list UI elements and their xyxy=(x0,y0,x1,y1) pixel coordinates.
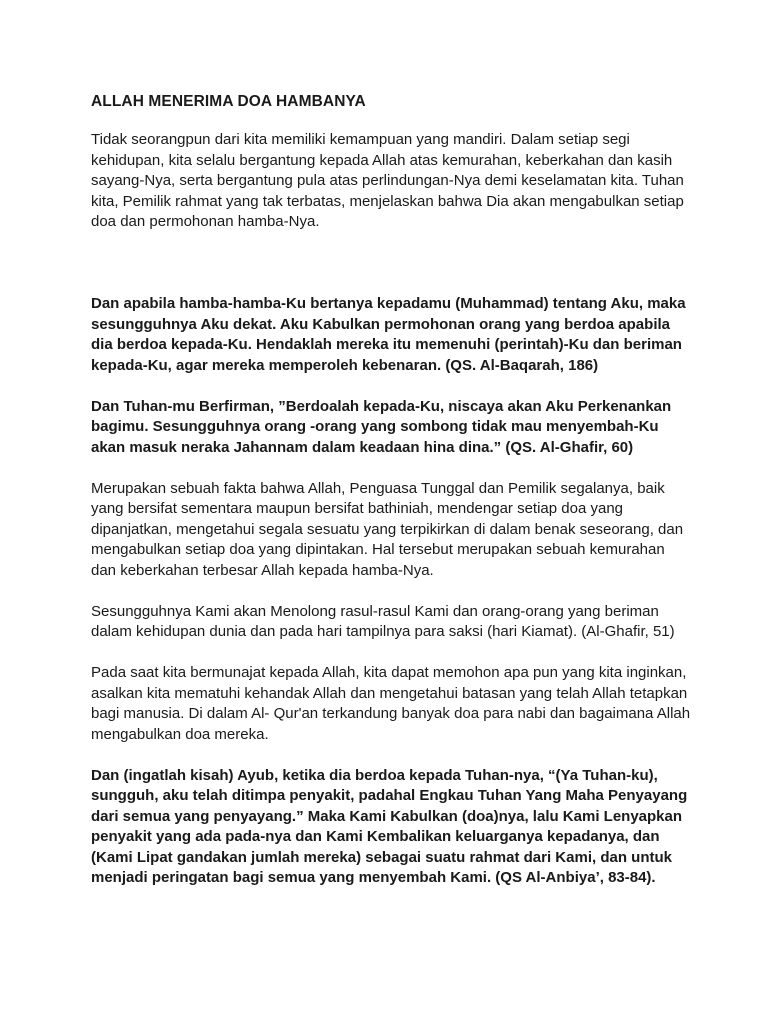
quote-al-baqarah-186: Dan apabila hamba-hamba-Ku bertanya kepadamu (Muhammad) tentang Aku, maka sesungguhnya Aku dekat. Aku Kabulkan permohonan orang yang berdoa apabila dia berdoa kepada-Ku. Hendaklah mereka itu memenuhi (perintah)-Ku dan beriman kepada-Ku, agar mereka memperoleh kebenaran. (QS. Al-Baqarah, 186) xyxy=(91,295,686,374)
quote-al-ghafir-51: Sesungguhnya Kami akan Menolong rasul-rasul Kami dan orang-orang yang beriman dalam kehidupan dunia dan pada hari tampilnya para saksi (hari Kiamat). (Al-Ghafir, 51) xyxy=(91,602,675,640)
quote-al-anbiya-83-84: Dan (ingatlah kisah) Ayub, ketika dia berdoa kepada Tuhan-nya, “(Ya Tuhan-ku), sungguh, aku telah ditimpa penyakit, padahal Engkau Tuhan Yang Maha Penyayang dari semua yang penyayang.” Maka Kami Kabulkan (doa)nya, lalu Kami Lenyapkan penyakit yang ada pada-nya dan Kami Kembalikan keluarganya kepadanya, dan (Kami Lipat gandakan jumlah mereka) sebagai suatu rahmat dari Kami, dan untuk menjadi peringatan bagi semua yang menyembah Kami. (QS Al-Anbiya’, 83-84). xyxy=(91,766,688,886)
document-page xyxy=(91,92,691,909)
document-title: ALLAH MENERIMA DOA HAMBANYA xyxy=(91,93,366,110)
body-paragraph-fact: Merupakan sebuah fakta bahwa Allah, Penguasa Tunggal dan Pemilik segalanya, baik yang bersifat sementara maupun bersifat bathiniah, mendengar setiap doa yang dipanjatkan, mengetahui segala sesuatu yang terpikirkan di dalam benak seseorang, dan mengabulkan setiap doa yang dipintakan. Hal tersebut merupakan sebuah kemurahan dan keberkahan terbesar Allah kepada hamba-Nya. xyxy=(91,479,684,579)
section-spacer xyxy=(91,253,691,294)
quote-al-ghafir-60: Dan Tuhan-mu Berfirman, ”Berdoalah kepada-Ku, niscaya akan Aku Perkenankan bagimu. Sesungguhnya orang -orang yang sombong tidak mau menyembah-Ku akan masuk neraka Jahannam dalam keadaan hina dina.” (QS. Al-Ghafir, 60) xyxy=(91,397,672,456)
intro-paragraph: Tidak seorangpun dari kita memiliki kemampuan yang mandiri. Dalam setiap segi kehidupan, kita selalu bergantung kepada Allah atas kemurahan, keberkahan dan kasih sayang-Nya, serta bergantung pula atas perlindungan-Nya demi keselamatan kita. Tuhan kita, Pemilik rahmat yang tak terbatas, menjelaskan bahwa Dia akan mengabulkan setiap doa dan permohonan hamba-Nya. xyxy=(91,131,684,230)
body-paragraph-munajat: Pada saat kita bermunajat kepada Allah, kita dapat memohon apa pun yang kita inginkan, asalkan kita mematuhi kehandak Allah dan mengetahui batasan yang telah Allah tetapkan bagi manusia. Di dalam Al- Qur'an terkandung banyak doa para nabi dan bagaimana Allah mengabulkan doa mereka. xyxy=(91,664,691,743)
